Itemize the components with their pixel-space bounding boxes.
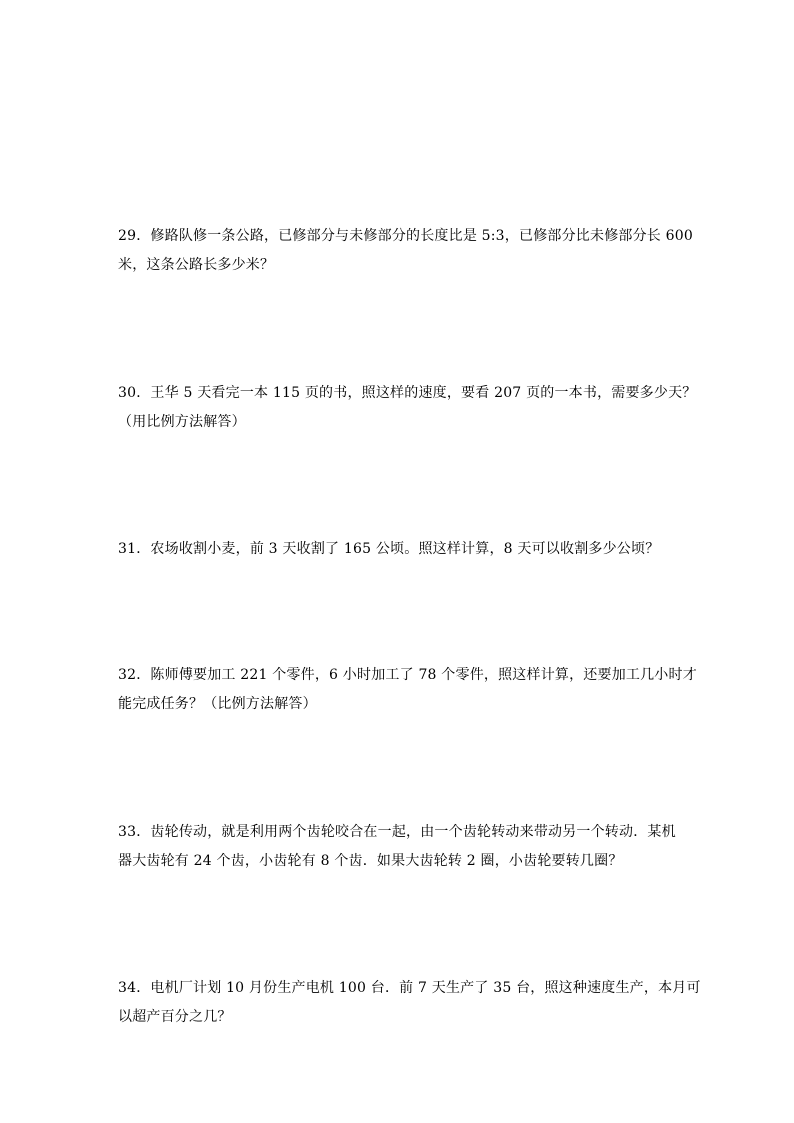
problem-text-line: 33．齿轮传动，就是利用两个齿轮咬合在一起，由一个齿轮转动来带动另一个转动．某机 (118, 824, 676, 840)
problem-30 (118, 379, 697, 437)
problem-text-line: 30．王华 5 天看完一本 115 页的书，照这样的速度，要看 207 页的一本书，需要多少天？ (118, 385, 697, 401)
problem-text-line: 32．陈师傅要加工 221 个零件，6 小时加工了 78 个零件，照这样计算，还要加工几小时才 (118, 667, 697, 683)
problem-text-line: 29．修路队修一条公路，已修部分与未修部分的长度比是 5:3，已修部分比未修部分长 600 (118, 228, 693, 244)
problem-text-line: 以超产百分之几？ (118, 1009, 232, 1025)
problem-29 (118, 222, 693, 280)
problem-text-line: 31．农场收割小麦，前 3 天收割了 165 公顷。照这样计算，8 天可以收割多少公顷？ (118, 541, 660, 557)
problem-text-line: 34．电机厂计划 10 月份生产电机 100 台．前 7 天生产了 35 台，照这种速度生产，本月可 (118, 980, 701, 996)
problem-33 (118, 818, 678, 876)
problem-32 (118, 661, 697, 719)
problem-text-line: （用比例方法解答） (118, 414, 246, 430)
problem-text-line: 米，这条公路长多少米？ (118, 257, 275, 273)
problem-34 (118, 974, 701, 1032)
problem-31 (118, 535, 678, 564)
problem-text-line: 能完成任务？（比例方法解答） (118, 696, 317, 712)
problem-text-line: 器大齿轮有 24 个齿，小齿轮有 8 个齿．如果大齿轮转 2 圈，小齿轮要转几圈？ (118, 853, 623, 869)
